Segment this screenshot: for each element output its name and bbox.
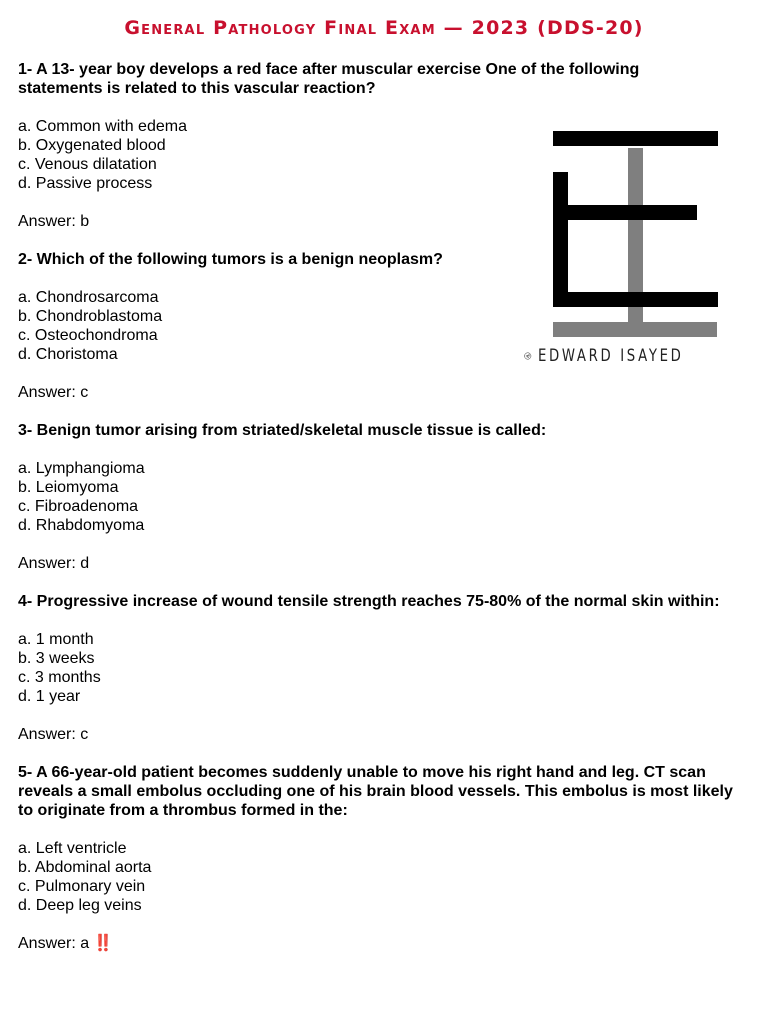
logo-bottom-bar [553, 292, 718, 307]
question-text: 3- Benign tumor arising from striated/skeletal muscle tissue is called: [18, 422, 547, 439]
option-a: a. Common with edema [18, 118, 187, 135]
option-a: a. 1 month [18, 631, 94, 648]
question-3 [18, 421, 748, 573]
double-exclamation-icon: ‼️ [93, 935, 114, 952]
option-c: c. Venous dilatation [18, 156, 157, 173]
option-c: c. Pulmonary vein [18, 878, 146, 895]
logo-caption-text: EDWARD ISAYED [537, 346, 683, 366]
question-text: 1- A 13- year boy develops a red face after muscular exercise One of the following statements is related to this vascular reaction? [18, 61, 640, 97]
option-d: d. Deep leg veins [18, 897, 142, 914]
telegram-icon [524, 345, 532, 367]
logo-mark [550, 128, 722, 372]
answer: Answer: b [18, 213, 90, 230]
options-list [18, 839, 748, 915]
question-text: 4- Progressive increase of wound tensile strength reaches 75-80% of the normal skin within: [18, 593, 720, 610]
option-b: b. 3 weeks [18, 650, 95, 667]
option-a: a. Left ventricle [18, 840, 127, 857]
answer: Answer: d [18, 555, 90, 572]
option-c: c. Fibroadenoma [18, 498, 139, 515]
option-c: c. 3 months [18, 669, 101, 686]
option-c: c. Osteochondroma [18, 327, 158, 344]
option-d: d. Choristoma [18, 346, 118, 363]
answer-text: Answer: a [18, 935, 90, 952]
logo-caption [524, 343, 724, 369]
question-text: 5- A 66-year-old patient becomes suddenly unable to move his right hand and leg. CT scan reveals a small embolus occluding one of his brain blood vessels. This embolus is most likely to originate from a thrombus formed in the: [18, 764, 733, 819]
option-d: d. Passive process [18, 175, 153, 192]
question-4 [18, 592, 748, 744]
page-title: General Pathology Final Exam — 2023 (DDS-20) [124, 17, 644, 39]
option-b: b. Chondroblastoma [18, 308, 163, 325]
option-b: b. Leiomyoma [18, 479, 119, 496]
option-b: b. Abdominal aorta [18, 859, 152, 876]
logo-top-bar [553, 131, 718, 146]
option-a: a. Lymphangioma [18, 460, 145, 477]
option-a: a. Chondrosarcoma [18, 289, 159, 306]
question-5 [18, 763, 748, 953]
question-text: 2- Which of the following tumors is a benign neoplasm? [18, 251, 443, 268]
option-b: b. Oxygenated blood [18, 137, 166, 154]
logo-middle-bar [553, 205, 697, 220]
options-list [18, 459, 748, 535]
option-d: d. 1 year [18, 688, 81, 705]
logo-gray-base-bar [553, 322, 717, 337]
answer: Answer: c [18, 384, 89, 401]
option-d: d. Rhabdomyoma [18, 517, 145, 534]
answer [18, 934, 748, 953]
options-list [18, 630, 748, 706]
logo-left-bar [553, 172, 568, 307]
answer: Answer: c [18, 726, 89, 743]
